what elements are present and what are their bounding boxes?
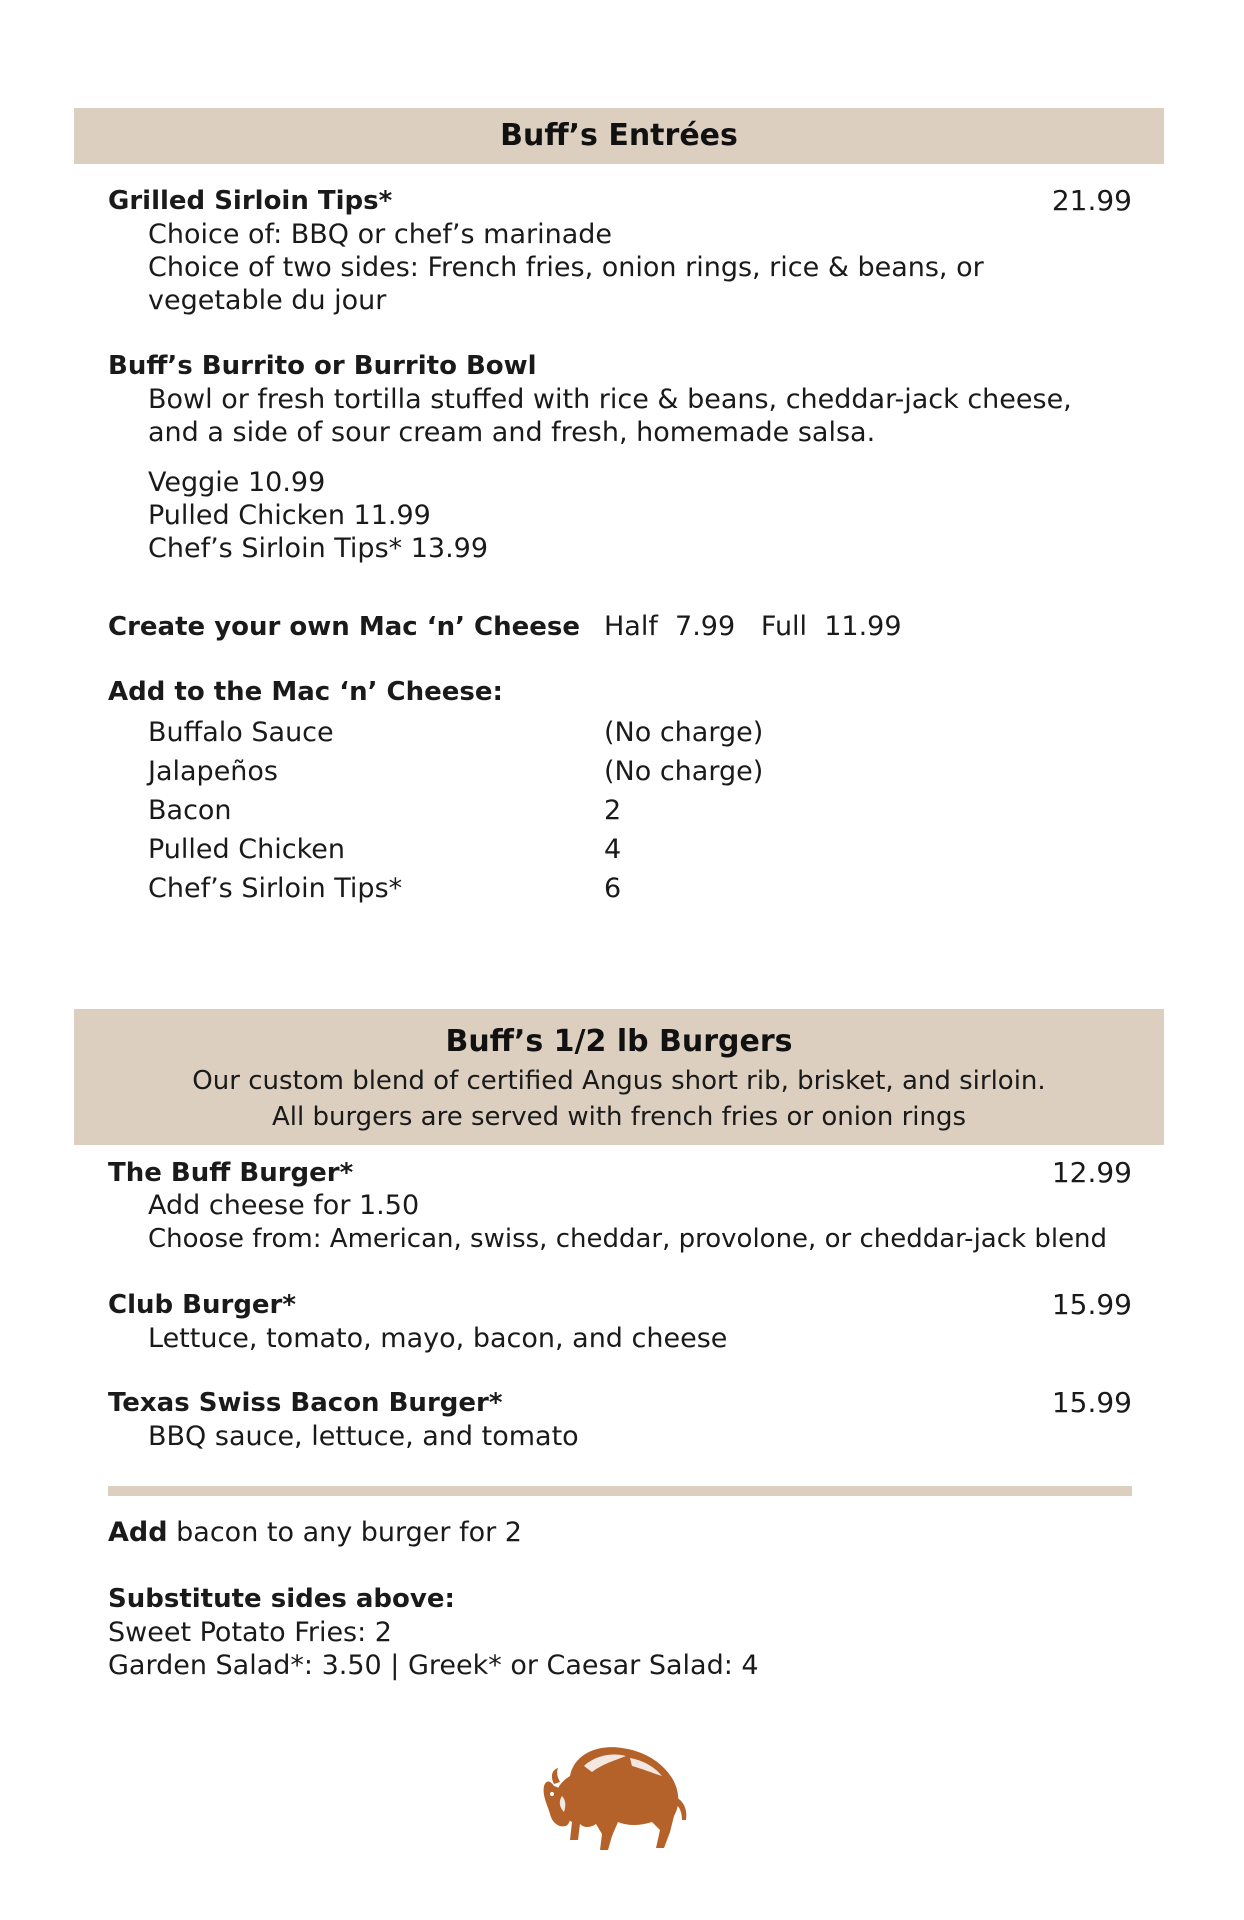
addon-item: Pulled Chicken — [148, 834, 345, 865]
texas-burger-name: Texas Swiss Bacon Burger* — [108, 1388, 503, 1418]
mac-prices: Half 7.99 Full 11.99 — [604, 611, 902, 642]
addon-price: (No charge) — [604, 756, 764, 787]
sirloin-line1: Choice of: BBQ or chef’s marinade — [148, 219, 613, 250]
divider — [108, 1486, 1132, 1496]
addon-item: Buffalo Sauce — [148, 717, 334, 748]
sirloin-line3: vegetable du jour — [148, 285, 387, 316]
burrito-option: Chef’s Sirloin Tips* 13.99 — [148, 533, 489, 564]
texas-burger-line1: BBQ sauce, lettuce, and tomato — [148, 1421, 579, 1452]
addon-item: Jalapeños — [148, 756, 279, 787]
substitute-line1: Sweet Potato Fries: 2 — [108, 1617, 392, 1648]
burrito-line2: and a side of sour cream and fresh, homemade salsa. — [148, 417, 876, 448]
texas-burger-price: 15.99 — [1051, 1386, 1132, 1419]
addon-item: Chef’s Sirloin Tips* — [148, 873, 403, 904]
sirloin-price: 21.99 — [1051, 184, 1132, 217]
entrees-title: Buff’s Entrées — [500, 118, 738, 153]
sirloin-line2: Choice of two sides: French fries, onion rings, rice & beans, or — [148, 252, 984, 283]
buffalo-icon — [540, 1736, 690, 1856]
addon-price: 6 — [604, 873, 622, 904]
sirloin-name: Grilled Sirloin Tips* — [108, 186, 393, 216]
burrito-option: Pulled Chicken 11.99 — [148, 500, 431, 531]
burgers-subtitle: Our custom blend of certified Angus short rib, brisket, and sirloin. — [192, 1066, 1046, 1096]
mac-name: Create your own Mac ‘n’ Cheese — [108, 612, 580, 642]
club-burger-line1: Lettuce, tomato, mayo, bacon, and cheese — [148, 1323, 728, 1354]
addon-price: 2 — [604, 795, 622, 826]
buff-burger-name: The Buff Burger* — [108, 1158, 354, 1188]
add-rest: bacon to any burger for 2 — [167, 1517, 522, 1548]
entrees-header — [74, 108, 1164, 164]
mac-add-title: Add to the Mac ‘n’ Cheese: — [108, 677, 503, 707]
burgers-title: Buff’s 1/2 lb Burgers — [445, 1024, 793, 1059]
burrito-line1: Bowl or fresh tortilla stuffed with rice & beans, cheddar-jack cheese, — [148, 384, 1072, 415]
addon-price: 4 — [604, 834, 622, 865]
add-bold: Add — [108, 1517, 168, 1548]
buff-burger-line2: Choose from: American, swiss, cheddar, provolone, or cheddar-jack blend — [148, 1224, 1108, 1254]
club-burger-name: Club Burger* — [108, 1290, 296, 1320]
substitute-line2: Garden Salad*: 3.50 | Greek* or Caesar Salad: 4 — [108, 1650, 759, 1681]
burrito-name: Buff’s Burrito or Burrito Bowl — [108, 351, 537, 381]
addon-price: (No charge) — [604, 717, 764, 748]
buff-burger-price: 12.99 — [1051, 1156, 1132, 1189]
buff-burger-line1: Add cheese for 1.50 — [148, 1190, 420, 1221]
add-bacon-note — [108, 1516, 522, 1549]
burgers-subtitle: All burgers are served with french fries or onion rings — [271, 1102, 967, 1132]
addon-item: Bacon — [148, 795, 232, 826]
buffalo-logo — [540, 1736, 690, 1856]
substitute-title: Substitute sides above: — [108, 1584, 455, 1614]
club-burger-price: 15.99 — [1051, 1288, 1132, 1321]
burgers-header — [74, 1009, 1164, 1145]
burrito-option: Veggie 10.99 — [148, 467, 326, 498]
